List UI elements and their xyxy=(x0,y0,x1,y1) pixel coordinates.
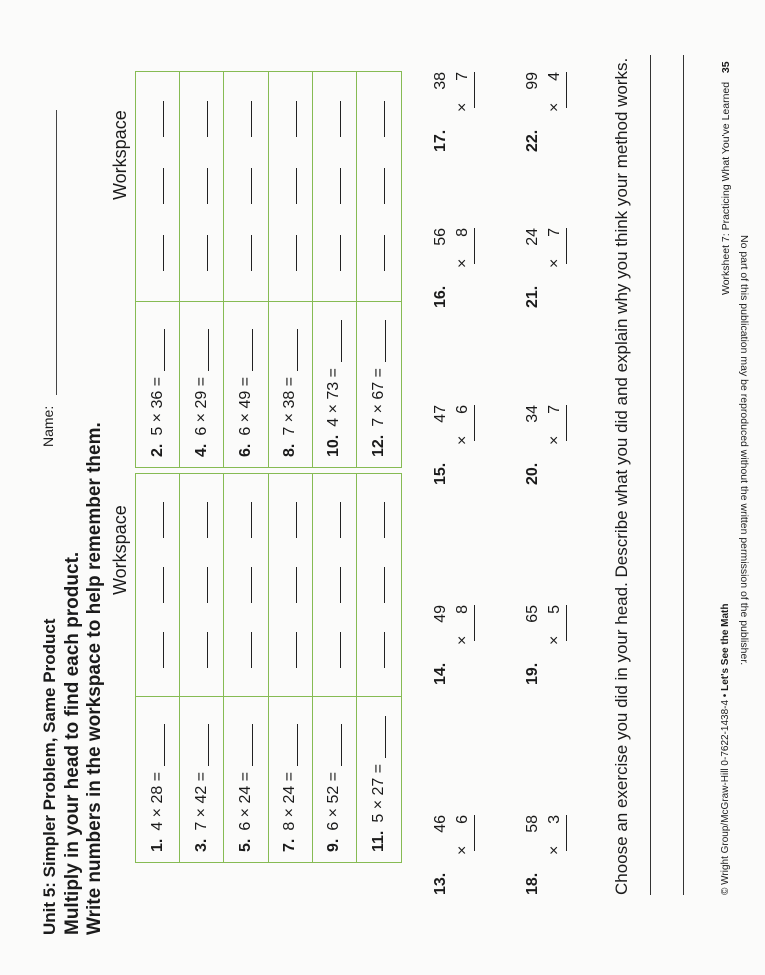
answer-blank[interactable] xyxy=(371,320,386,362)
multiplier-row xyxy=(546,405,567,445)
equation-8 xyxy=(269,301,313,467)
unit-title: Unit 5: Simpler Problem, Same Product xyxy=(40,618,59,935)
problem-number: 14. xyxy=(432,662,449,685)
instruction-line-1: Multiply in your head to find each product. xyxy=(62,551,83,935)
multiplicand: 65 xyxy=(524,605,541,623)
multiplier-row xyxy=(454,605,475,645)
multiplicand: 38 xyxy=(432,72,449,90)
equation-2 xyxy=(136,301,180,467)
multiplicand: 58 xyxy=(524,815,541,833)
times-sign: × xyxy=(546,435,563,445)
expression: 6 × 29 = xyxy=(192,376,210,436)
answer-blank[interactable] xyxy=(194,724,209,766)
multiplier-row xyxy=(454,405,475,445)
problem-number: 19. xyxy=(524,662,541,685)
multiplier-row xyxy=(546,605,567,645)
equation-9 xyxy=(313,696,357,862)
multiplicand: 34 xyxy=(524,405,541,423)
multiplier: 7 xyxy=(546,405,563,414)
writing-prompt: Choose an exercise you did in your head. Describe what you did and explain why you think your method works. xyxy=(612,57,631,895)
worksheet-footer xyxy=(720,61,732,295)
problem-number: 13. xyxy=(432,872,449,895)
problem-number: 4. xyxy=(192,443,210,457)
workspace-row-8[interactable] xyxy=(269,72,313,301)
equation-12 xyxy=(357,301,401,467)
problem-number: 18. xyxy=(524,872,541,895)
answer-blank[interactable] xyxy=(150,724,165,766)
problem-number: 9. xyxy=(325,838,343,852)
equation-3 xyxy=(180,696,224,862)
expression: 5 × 36 = xyxy=(148,376,166,436)
workspace-row-3[interactable] xyxy=(180,474,224,696)
expression: 5 × 27 = xyxy=(369,763,387,823)
vertical-problem-16 xyxy=(428,218,498,308)
problem-number: 3. xyxy=(192,838,210,852)
equation-6 xyxy=(224,301,268,467)
copyright-notice: No part of this publication may be reproduced without the written permission of the publisher. xyxy=(738,235,750,666)
workspace-row-12[interactable] xyxy=(357,72,401,301)
expression: 4 × 28 = xyxy=(148,771,166,831)
equation-7 xyxy=(269,696,313,862)
problem-number: 1. xyxy=(148,838,166,852)
problem-number: 15. xyxy=(432,462,449,485)
multiplier-row xyxy=(546,72,567,112)
problem-number: 22. xyxy=(524,129,541,152)
problem-number: 2. xyxy=(148,443,166,457)
vertical-problem-14 xyxy=(428,595,498,685)
answer-blank[interactable] xyxy=(283,724,298,766)
vertical-problem-21 xyxy=(520,218,590,308)
multiplier-row xyxy=(546,228,567,268)
multiplier: 7 xyxy=(546,228,563,237)
vertical-problem-22 xyxy=(520,62,590,152)
vertical-problem-17 xyxy=(428,62,498,152)
multiplicand: 49 xyxy=(432,605,449,623)
answer-line-1[interactable] xyxy=(650,55,651,895)
expression: 7 × 42 = xyxy=(192,771,210,831)
multiplicand: 99 xyxy=(524,72,541,90)
multiplicand: 46 xyxy=(432,815,449,833)
expression: 7 × 38 = xyxy=(281,376,299,436)
equation-1 xyxy=(136,696,180,862)
workspace-row-5[interactable] xyxy=(224,474,268,696)
multiplicand: 56 xyxy=(432,228,449,246)
workspace-row-4[interactable] xyxy=(180,72,224,301)
multiplier: 7 xyxy=(454,72,471,81)
answer-blank[interactable] xyxy=(327,724,342,766)
multiplier: 8 xyxy=(454,228,471,237)
problem-number: 8. xyxy=(281,443,299,457)
workspace-row-9[interactable] xyxy=(313,474,357,696)
multiplier-row xyxy=(454,72,475,112)
problem-number: 20. xyxy=(524,462,541,485)
vertical-problem-18 xyxy=(520,805,590,895)
problem-number: 12. xyxy=(369,434,387,457)
times-sign: × xyxy=(546,845,563,855)
times-sign: × xyxy=(454,435,471,445)
expression: 4 × 73 = xyxy=(325,368,343,427)
expression: 6 × 49 = xyxy=(236,376,254,436)
times-sign: × xyxy=(454,635,471,645)
problem-number: 10. xyxy=(325,434,343,457)
workspace-row-2[interactable] xyxy=(136,72,180,301)
multiplicand: 24 xyxy=(524,228,541,246)
vertical-problem-20 xyxy=(520,395,590,485)
times-sign: × xyxy=(546,635,563,645)
name-field[interactable] xyxy=(38,110,57,395)
vertical-problem-13 xyxy=(428,805,498,895)
multiplier: 8 xyxy=(454,605,471,614)
problem-number: 5. xyxy=(236,838,254,852)
worksheet-title: Worksheet 7: Practicing What You've Learned xyxy=(720,81,732,295)
workspace-row-11[interactable] xyxy=(357,474,401,696)
workspace-label-right: Workspace xyxy=(110,110,130,200)
times-sign: × xyxy=(454,102,471,112)
page-number: 35 xyxy=(720,61,732,74)
equation-grid-right xyxy=(135,71,402,468)
copyright-text: © Wright Group/McGraw-Hill 0-7622-1438-4 • xyxy=(720,693,731,895)
multiplier: 4 xyxy=(546,72,563,81)
problem-number: 6. xyxy=(236,443,254,457)
answer-blank[interactable] xyxy=(371,716,386,758)
multiplier-row xyxy=(454,228,475,268)
multiplier: 6 xyxy=(454,815,471,824)
problem-number: 7. xyxy=(281,838,299,852)
workspace-row-10[interactable] xyxy=(313,72,357,301)
answer-blank[interactable] xyxy=(194,329,209,371)
book-title: Let's See the Math xyxy=(720,603,731,691)
times-sign: × xyxy=(454,845,471,855)
workspace-label-left: Workspace xyxy=(110,505,130,595)
vertical-problem-19 xyxy=(520,595,590,685)
answer-blank[interactable] xyxy=(283,329,298,371)
vertical-problem-15 xyxy=(428,395,498,485)
expression: 8 × 24 = xyxy=(281,771,299,831)
equation-11 xyxy=(357,696,401,862)
problem-number: 16. xyxy=(432,285,449,308)
equation-5 xyxy=(224,696,268,862)
multiplicand: 47 xyxy=(432,405,449,423)
workspace-row-1[interactable] xyxy=(136,474,180,696)
name-label: Name: xyxy=(40,405,56,447)
workspace-row-7[interactable] xyxy=(269,474,313,696)
expression: 6 × 52 = xyxy=(325,771,343,831)
workspace-row-6[interactable] xyxy=(224,72,268,301)
answer-blank[interactable] xyxy=(150,329,165,371)
multiplier-row xyxy=(546,815,567,855)
multiplier: 3 xyxy=(546,815,563,824)
answer-blank[interactable] xyxy=(238,724,253,766)
expression: 7 × 67 = xyxy=(369,368,387,427)
expression: 6 × 24 = xyxy=(236,771,254,831)
instruction-line-2: Write numbers in the workspace to help remember them. xyxy=(84,422,105,935)
equation-grid-left xyxy=(135,473,402,863)
answer-blank[interactable] xyxy=(238,329,253,371)
times-sign: × xyxy=(546,102,563,112)
problem-number: 11. xyxy=(369,830,387,852)
equation-4 xyxy=(180,301,224,467)
answer-blank[interactable] xyxy=(327,320,342,362)
problem-number: 21. xyxy=(524,285,541,308)
equation-10 xyxy=(313,301,357,467)
multiplier: 5 xyxy=(546,605,563,614)
times-sign: × xyxy=(546,258,563,268)
problem-number: 17. xyxy=(432,129,449,152)
answer-line-2[interactable] xyxy=(683,55,684,895)
multiplier: 6 xyxy=(454,405,471,414)
multiplier-row xyxy=(454,815,475,855)
copyright-footer xyxy=(720,604,731,896)
times-sign: × xyxy=(454,258,471,268)
